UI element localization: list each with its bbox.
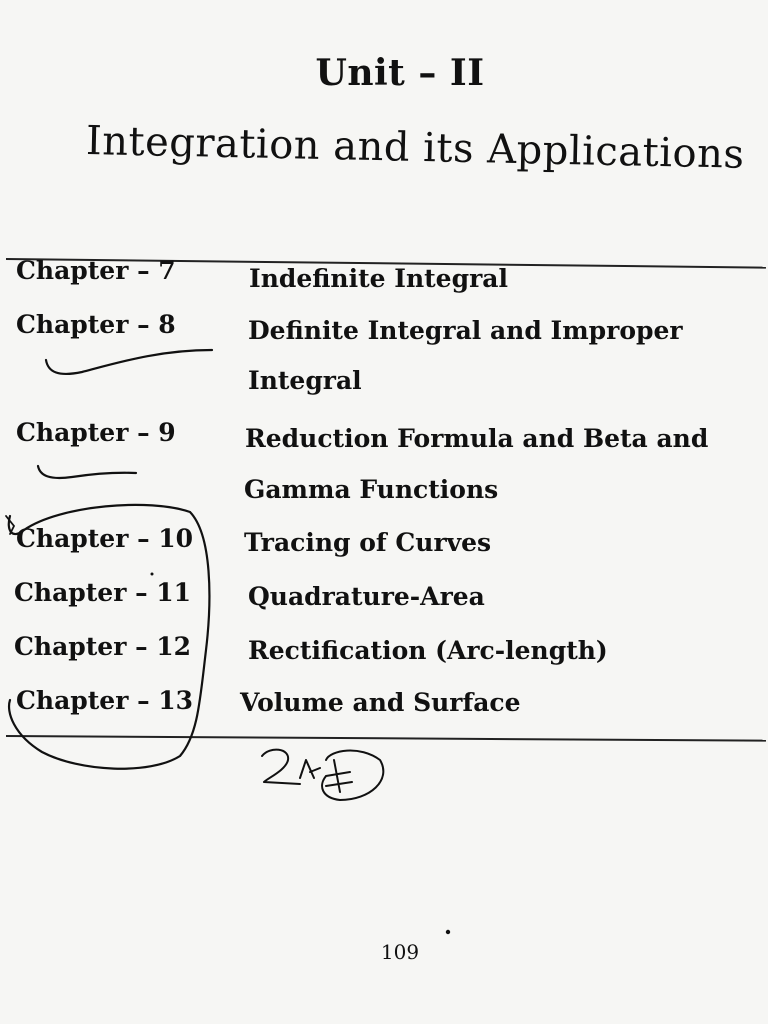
page-number: 109 <box>380 940 420 964</box>
chapter-title-continuation: Gamma Functions <box>244 475 499 504</box>
chapter-title: Rectification (Arc-length) <box>248 636 608 665</box>
chapter-title: Tracing of Curves <box>244 528 492 557</box>
chapter-title: Reduction Formula and Beta and <box>245 424 709 453</box>
pen-dot <box>446 930 450 934</box>
chapter-label: Chapter – 13 <box>16 686 194 715</box>
chapter-title: Definite Integral and Improper <box>248 316 683 345</box>
pen-underline-chapter-9 <box>38 466 136 478</box>
chapter-title: Indefinite Integral <box>249 264 508 293</box>
chapter-label: Chapter – 10 <box>16 524 194 553</box>
chapter-title: Volume and Surface <box>240 688 521 717</box>
chapter-title: Quadrature-Area <box>248 582 485 611</box>
chapter-label: Chapter – 7 <box>16 256 176 285</box>
chapter-label: Chapter – 11 <box>14 578 192 607</box>
pen-underline-chapter-8 <box>46 350 212 374</box>
unit-heading: Unit – II <box>315 52 485 94</box>
pen-dot <box>151 573 154 576</box>
chapter-label: Chapter – 12 <box>14 632 192 661</box>
chapter-title-continuation: Integral <box>248 366 362 395</box>
pen-scribble <box>262 750 383 800</box>
unit-title: Integration and its Applications <box>85 118 745 178</box>
chapter-label: Chapter – 8 <box>16 310 176 339</box>
pen-circle-chapters-10-13 <box>9 505 210 769</box>
chapter-label: Chapter – 9 <box>16 418 176 447</box>
